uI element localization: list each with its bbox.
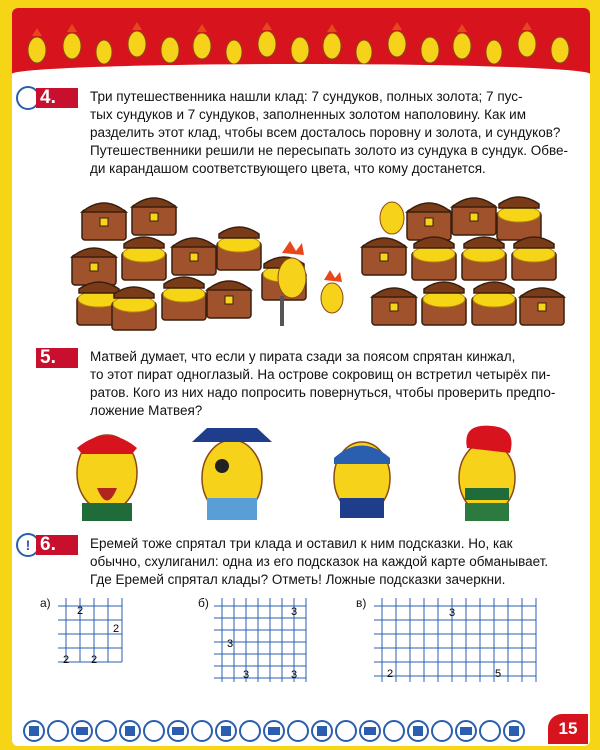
task-5-line: Матвей думает, что если у пирата сзади за поясом спрятан кинжал, (90, 349, 516, 364)
grid-clue: 2 (90, 654, 98, 666)
task-6-number: 6. (40, 534, 56, 555)
footer-decoration (12, 714, 590, 746)
grid-clue: 5 (494, 668, 502, 680)
task-6-line: Еремей тоже спрятал три клада и оставил к ним подсказки. Но, как (90, 536, 513, 551)
grid-clue: 2 (112, 623, 120, 635)
pirate-2 (192, 428, 272, 520)
treasure-chests-illustration (52, 188, 572, 338)
grid-b[interactable] (212, 596, 308, 686)
task-6-line: Где Еремей спрятал клады? Отметь! Ложные подсказки зачеркни. (90, 572, 506, 587)
task-5-line: ратов. Кого из них надо попросить повернуться, чтобы проверить предпо- (90, 385, 556, 400)
grid-clue: 3 (448, 607, 456, 619)
grid-v[interactable] (372, 596, 542, 686)
grid-clue: 2 (62, 654, 70, 666)
task-4-text (90, 88, 580, 178)
top-banner (12, 8, 590, 74)
grid-clue: 3 (290, 669, 298, 681)
task-4-line: тых сундуков и 7 сундуков, заполненных золотом наполовину. Как им (90, 107, 527, 122)
task-4-line: Путешественники решили не пересыпать золото из сундука в сундук. Обве- (90, 143, 568, 158)
grid-clue: 2 (76, 605, 84, 617)
exclamation-icon: ! (16, 533, 40, 557)
pirate-1 (77, 435, 137, 521)
grid-clue: 3 (242, 669, 250, 681)
grid-v-label: в) (356, 596, 367, 610)
grid-b-label: б) (198, 596, 209, 610)
grid-a[interactable] (56, 596, 126, 666)
grid-clue: 3 (226, 638, 234, 650)
page-number: 15 (548, 714, 588, 744)
task-6-text (90, 535, 580, 589)
task-4-number: 4. (40, 87, 56, 108)
task-4-line: ди карандашом соответствующего цвета, что кому достанется. (90, 161, 486, 176)
pirates-illustration (62, 418, 542, 528)
grid-a-label: а) (40, 596, 51, 610)
task-5-number: 5. (40, 347, 56, 368)
task-6-line: обычно, схулиганил: одна из его подсказок на каждой карте обманывает. (90, 554, 549, 569)
grid-clue: 3 (290, 606, 298, 618)
task-5-line: ложение Матвея? (90, 403, 203, 418)
task-5-line: то этот пират одноглазый. На острове сокровищ он встретил четырёх пи- (90, 367, 551, 382)
pirate-4 (459, 426, 515, 521)
task-5-text (90, 348, 580, 420)
task-4-line: Три путешественника нашли клад: 7 сундуков, полных золота; 7 пус- (90, 89, 523, 104)
workbook-page (12, 8, 590, 746)
pirate-3 (334, 442, 390, 518)
grid-clue: 2 (386, 668, 394, 680)
task-4-line: разделить этот клад, чтобы всем досталось поровну и золота, и сундуков? (90, 125, 561, 140)
